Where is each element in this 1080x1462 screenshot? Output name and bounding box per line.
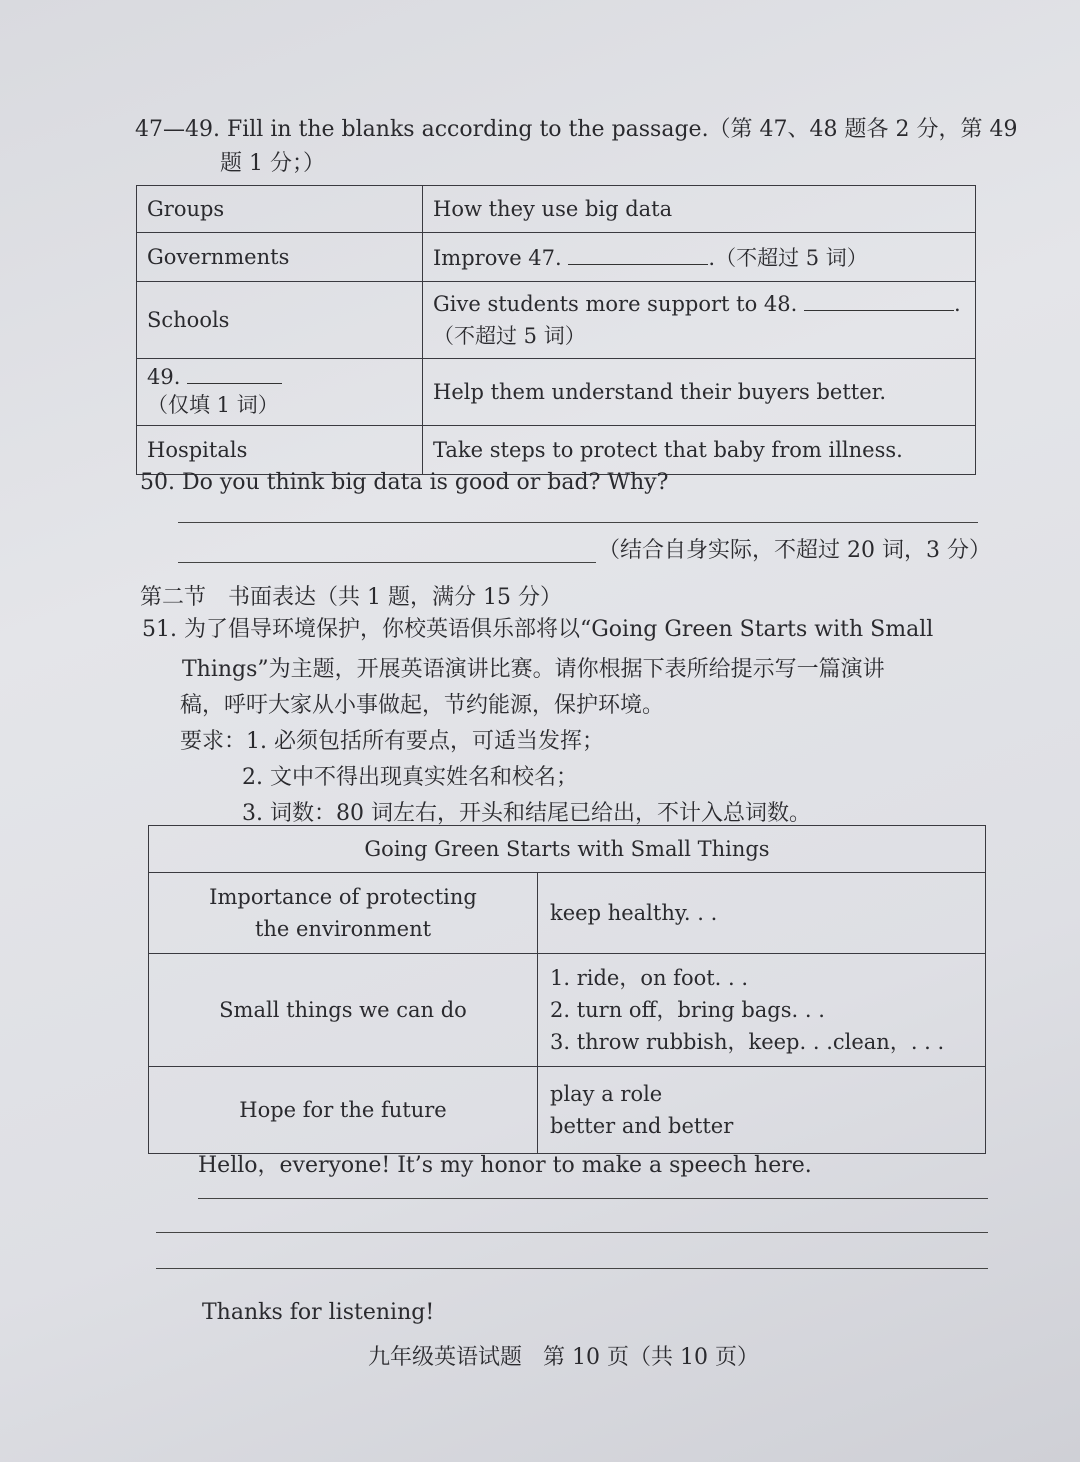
speech-line-1[interactable] <box>198 1198 988 1199</box>
header-groups: Groups <box>137 186 423 233</box>
cell-group <box>137 359 423 426</box>
cell-use <box>423 282 976 359</box>
table-row <box>149 826 986 873</box>
page-number: 第 10 页（共 10 页） <box>543 1345 759 1370</box>
group-suffix: （仅填 1 词） <box>147 393 279 417</box>
use-suffix: . <box>954 292 961 316</box>
right-line: 2. turn off，bring bags. . . <box>550 998 825 1022</box>
requirement-1: 要求：1. 必须包括所有要点，可适当发挥； <box>180 729 604 754</box>
speech-line-2[interactable] <box>156 1232 988 1233</box>
q47-49-instruction: 47—49. Fill in the blanks according to the passage.（第 47、48 题各 2 分，第 49 <box>135 117 1018 142</box>
cell-right: keep healthy. . . <box>538 873 986 954</box>
table-row <box>149 954 986 1067</box>
q50-answer-line-1[interactable] <box>178 522 978 523</box>
cell-left: Hope for the future <box>149 1067 538 1154</box>
right-line: 3. throw rubbish，keep. . .clean，. . . <box>550 1030 945 1054</box>
cell-group: Governments <box>137 233 423 282</box>
requirement-3: 3. 词数：80 词左右，开头和结尾已给出，不计入总词数。 <box>242 801 811 826</box>
use-suffix: .（不超过 5 词） <box>708 246 868 270</box>
q50-question: 50. Do you think big data is good or bad? Why? <box>140 470 669 495</box>
right-line: play a role <box>550 1082 663 1106</box>
cell-group: Hospitals <box>137 426 423 475</box>
table-row <box>137 186 976 233</box>
cell-right <box>538 954 986 1067</box>
big-data-table <box>136 185 976 475</box>
cell-use: Take steps to protect that baby from illness. <box>423 426 976 475</box>
right-line: better and better <box>550 1114 734 1138</box>
q51-line-2: Things”为主题，开展英语演讲比赛。请你根据下表所给提示写一篇演讲 <box>182 657 885 682</box>
cell-left <box>149 873 538 954</box>
left-line-1: Importance of protecting <box>209 885 477 909</box>
table-row <box>137 359 976 426</box>
speech-outline-table <box>148 825 986 1154</box>
table-title: Going Green Starts with Small Things <box>149 826 986 873</box>
table-row <box>149 873 986 954</box>
group-prefix: 49. <box>147 365 181 389</box>
cell-group: Schools <box>137 282 423 359</box>
cell-left: Small things we can do <box>149 954 538 1067</box>
use-prefix: Give students more support to 48. <box>433 292 798 316</box>
header-use: How they use big data <box>423 186 976 233</box>
requirement-2: 2. 文中不得出现真实姓名和校名； <box>242 765 578 790</box>
blank-48[interactable] <box>804 292 954 311</box>
use-note: （不超过 5 词） <box>433 324 586 348</box>
blank-47[interactable] <box>568 246 708 265</box>
blank-49[interactable] <box>187 365 282 384</box>
exam-name: 九年级英语试题 <box>368 1345 523 1370</box>
table-row <box>137 426 976 475</box>
speech-opening: Hello，everyone! It’s my honor to make a speech here. <box>198 1153 812 1178</box>
use-prefix: Improve 47. <box>433 246 562 270</box>
table-row <box>137 233 976 282</box>
q50-answer-line-2[interactable] <box>178 562 596 563</box>
speech-line-3[interactable] <box>156 1268 988 1269</box>
cell-use: Help them understand their buyers better. <box>423 359 976 426</box>
q51-line-3: 稿，呼吁大家从小事做起，节约能源，保护环境。 <box>180 693 665 718</box>
left-line-2: the environment <box>254 917 432 941</box>
right-line: 1. ride，on foot. . . <box>550 966 749 990</box>
table-row <box>149 1067 986 1154</box>
q51-line-1: 51. 为了倡导环境保护，你校英语俱乐部将以“Going Green Starts with Small <box>142 617 934 642</box>
page-footer <box>368 1340 773 1371</box>
section2-title: 第二节 书面表达（共 1 题，满分 15 分） <box>140 585 562 610</box>
q47-49-instruction-cont: 题 1 分；） <box>220 151 325 176</box>
q50-note: （结合自身实际，不超过 20 词，3 分） <box>598 538 991 563</box>
cell-use <box>423 233 976 282</box>
cell-right <box>538 1067 986 1154</box>
table-row <box>137 282 976 359</box>
speech-closing: Thanks for listening! <box>202 1300 435 1325</box>
